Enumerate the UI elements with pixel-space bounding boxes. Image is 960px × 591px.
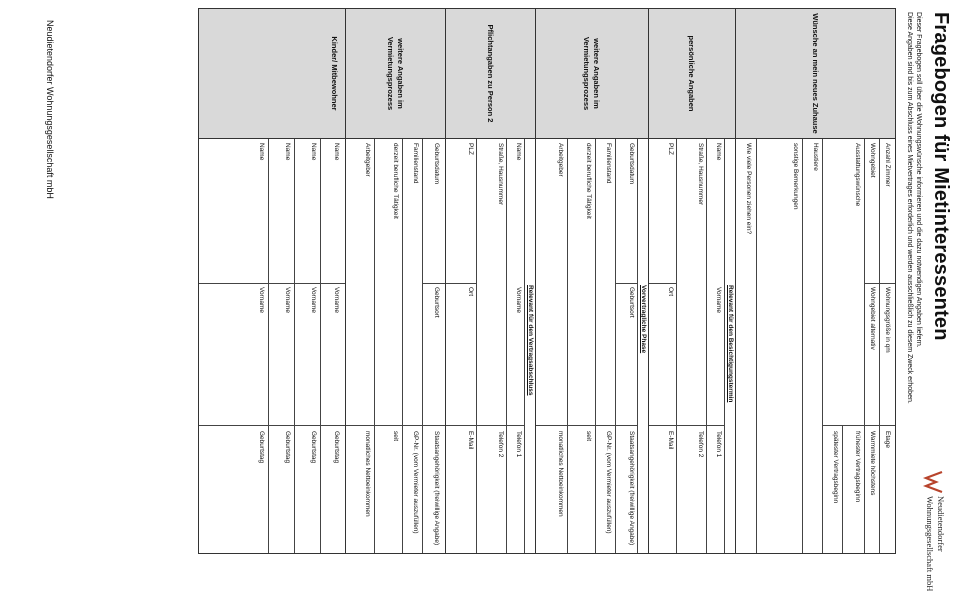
field-staatsang[interactable]: Staatsangehörigkeit (freiwillige Angabe) xyxy=(628,431,635,546)
field-ausstattung[interactable]: Ausstattungswünsche xyxy=(854,143,861,207)
field-p2-strasse[interactable]: Straße, Hausnummer xyxy=(497,143,504,206)
field-p2-ort[interactable]: Ort xyxy=(467,287,474,297)
field-gpnr[interactable]: GP-Nr. (vom Vermieter auszufüllen) xyxy=(605,431,612,534)
field-familienstand[interactable]: Familienstand xyxy=(605,143,612,184)
kid-2-name[interactable]: Name xyxy=(310,143,317,161)
logo-line-1: Neudietendorfer xyxy=(936,496,946,552)
field-p2-staatsang[interactable]: Staatsangehörigkeit (freiwillige Angabe) xyxy=(433,431,440,546)
field-wohngebiet[interactable]: Wohngebiet xyxy=(869,143,876,178)
field-p2-netto[interactable]: monatliches Nettoeinkommen xyxy=(364,431,371,517)
field-vorname[interactable]: Vorname xyxy=(715,287,722,314)
field-p2-name[interactable]: Name xyxy=(515,143,522,161)
field-spaetester-beginn[interactable]: spätester Vertragsbeginn xyxy=(832,431,839,504)
section-label-wishes: Wünsche an mein neues Zuhause xyxy=(735,9,895,139)
field-geburtsort[interactable]: Geburtsort xyxy=(628,287,635,318)
field-haustiere[interactable]: Haustiere xyxy=(812,143,819,171)
field-fruehester-beginn[interactable]: frühester Vertragsbeginn xyxy=(854,431,861,503)
kid-1-vorname[interactable]: Vorname xyxy=(333,287,340,314)
section-personal xyxy=(647,8,736,554)
field-ort[interactable]: Ort xyxy=(667,287,674,297)
kid-3-name[interactable]: Name xyxy=(284,143,291,161)
field-p2-gpnr[interactable]: GP-Nr. (vom Vermieter auszufüllen) xyxy=(412,431,419,534)
kid-2-vorname[interactable]: Vorname xyxy=(310,287,317,314)
field-telefon1[interactable]: Telefon 1 xyxy=(715,431,722,458)
section-further-1 xyxy=(534,8,649,554)
field-personen[interactable]: Wie viele Personen ziehen ein? xyxy=(745,143,752,235)
field-warmmiete[interactable]: Warmmiete höchstens xyxy=(869,431,876,496)
field-wohngebiet-alt[interactable]: Wohngebiet alternativ xyxy=(869,287,876,350)
company-logo xyxy=(906,468,954,591)
section-label-further-1: weitere Angaben im Vermietungsprozess xyxy=(535,9,648,139)
intro-line-2: Diese Angaben sind bis zum Abschluss eines Mietvertrages erforderlich und werden ausschließlich zu diesem Zweck erhoben. xyxy=(906,12,913,404)
field-email[interactable]: E-Mail xyxy=(667,431,674,450)
field-p2-vorname[interactable]: Vorname xyxy=(515,287,522,314)
kid-3-geburtstag[interactable]: Geburtstag xyxy=(284,431,291,464)
field-p2-seit[interactable]: seit xyxy=(392,431,399,442)
section-further-2 xyxy=(344,8,446,554)
logo-line-2: Wohnungsgesellschaft mbH xyxy=(925,496,935,591)
form-title: Fragebogen für Mietinteressenten xyxy=(930,12,952,341)
field-etage[interactable]: Etage xyxy=(884,431,891,448)
field-p2-geburtsort[interactable]: Geburtsort xyxy=(433,287,440,318)
field-seit[interactable]: seit xyxy=(585,431,592,442)
kid-2-geburtstag[interactable]: Geburtstag xyxy=(310,431,317,464)
kid-4-geburtstag[interactable]: Geburtstag xyxy=(258,431,265,464)
kid-1-geburtstag[interactable]: Geburtstag xyxy=(333,431,340,464)
field-telefon2[interactable]: Telefon 2 xyxy=(697,431,704,458)
section-person-2 xyxy=(444,8,536,554)
section-label-personal: persönliche Angaben xyxy=(648,9,735,139)
field-p2-taetigkeit[interactable]: derzeit berufliche Tätigkeit xyxy=(392,143,399,219)
section-kids xyxy=(198,8,346,554)
footer-company: Neudietendorfer Wohnungsgesellschaft mbH xyxy=(45,20,55,199)
field-wohnungsgroesse[interactable]: Wohnungsgröße in qm xyxy=(884,287,891,353)
field-geburtsdatum[interactable]: Geburtsdatum xyxy=(628,143,635,185)
section-label-kids: Kinder/ Mitbewohner xyxy=(199,9,345,139)
section-label-person-2: Pflichtangaben zu Person 2 xyxy=(445,9,535,139)
field-p2-email[interactable]: E-Mail xyxy=(467,431,474,450)
relevant-note-besichtigung: Relevant für den Besichtigungstermin xyxy=(727,285,734,403)
relevant-note-vertrag: Relevant für den Vertragsabschluss xyxy=(527,285,534,396)
field-p2-telefon1[interactable]: Telefon 1 xyxy=(515,431,522,458)
kid-4-vorname[interactable]: Vorname xyxy=(258,287,265,314)
kid-3-vorname[interactable]: Vorname xyxy=(284,287,291,314)
field-p2-telefon2[interactable]: Telefon 2 xyxy=(497,431,504,458)
logo-mark-icon xyxy=(922,470,946,494)
section-label-further-2: weitere Angaben im Vermietungsprozess xyxy=(345,9,445,139)
section-wishes xyxy=(734,8,896,554)
field-p2-geburtsdatum[interactable]: Geburtsdatum xyxy=(433,143,440,185)
field-taetigkeit[interactable]: derzeit berufliche Tätigkeit xyxy=(585,143,592,219)
kid-4-name[interactable]: Name xyxy=(258,143,265,161)
field-p2-plz[interactable]: PLZ xyxy=(467,143,474,155)
field-netto[interactable]: monatliches Nettoeinkommen xyxy=(557,431,564,517)
field-p2-arbeitgeber[interactable]: Arbeitgeber xyxy=(364,143,371,177)
phase-note: Vorvertragliche Phase xyxy=(640,285,647,354)
field-name[interactable]: Name xyxy=(715,143,722,161)
kid-1-name[interactable]: Name xyxy=(333,143,340,161)
intro-line-1: Dieser Fragebogen soll über die Wohnungswünsche informieren und die dazu notwendigen Angaben liefern. xyxy=(915,12,922,348)
field-plz[interactable]: PLZ xyxy=(667,143,674,155)
field-arbeitgeber[interactable]: Arbeitgeber xyxy=(557,143,564,177)
field-strasse[interactable]: Straße, Hausnummer xyxy=(697,143,704,206)
field-p2-familienstand[interactable]: Familienstand xyxy=(412,143,419,184)
field-bemerkungen[interactable]: sonstige Bemerkungen xyxy=(792,143,799,210)
field-anzahl-zimmer[interactable]: Anzahl Zimmer xyxy=(884,143,891,187)
